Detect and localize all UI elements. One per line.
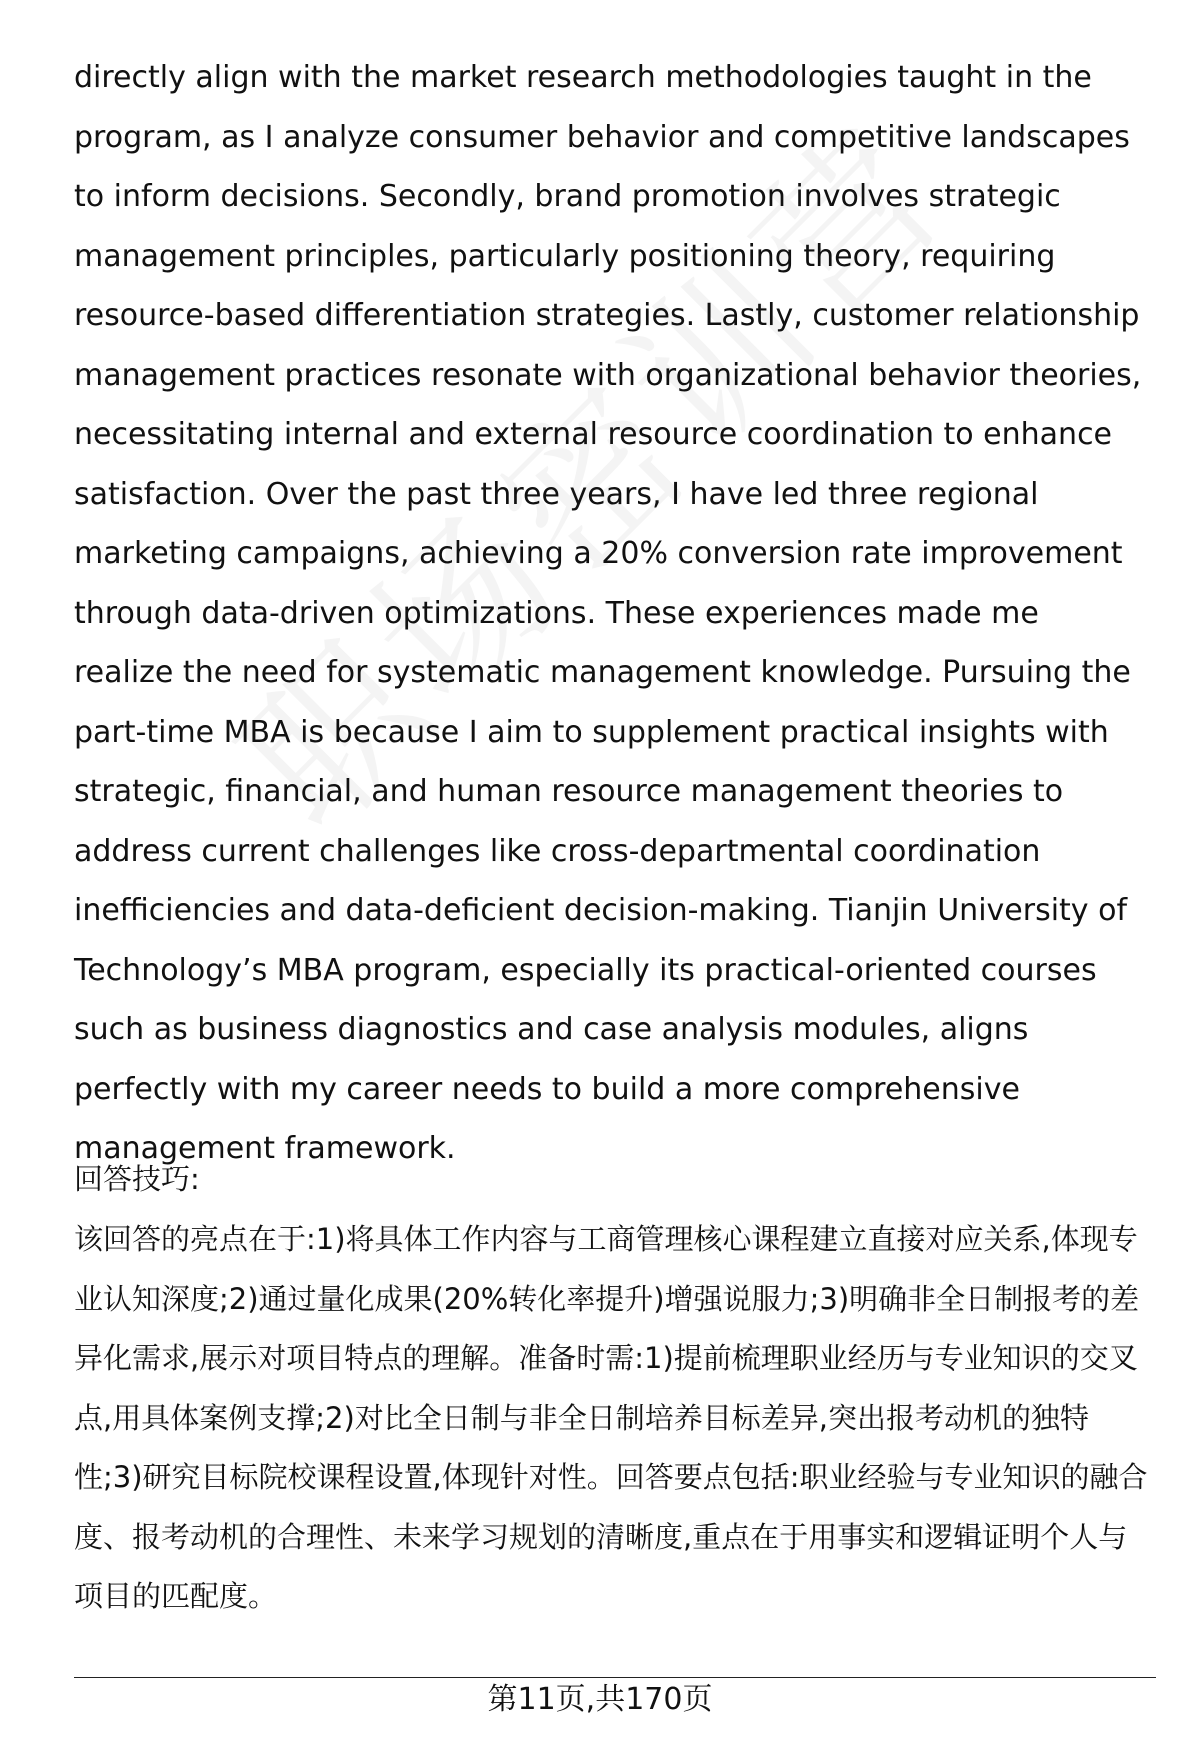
page-number: 第11页,共170页: [487, 1682, 713, 1717]
tips-heading: 回答技巧:: [74, 1162, 200, 1196]
tips-paragraph: 该回答的亮点在于:1)将具体工作内容与工商管理核心课程建立直接对应关系,体现专业认知深度;2)通过量化成果(20%转化率提升)增强说服力;3)明确非全日制报考的差异化需求,展示对项目特点的理解。准备时需:1)提前梳理职业经历与专业知识的交叉点,用具体案例支撑;2)对比全日制与非全日制培养目标差异,突出报考动机的独特性;3)研究目标院校课程设置,体现针对性。回答要点包括:职业经验与专业知识的融合度、报考动机的合理性、未来学习规划的清晰度,重点在于用事实和逻辑证明个人与项目的匹配度。: [74, 1222, 1148, 1613]
footer-divider: [74, 1677, 1156, 1678]
answer-paragraph: directly align with the market research methodologies taught in the program, as I analyze consumer behavior and competitive landscapes to inform decisions. Secondly, brand promotion involves strategic management principles, particularly positioning theory, requiring resource-based differentiation strategies. Lastly, customer relationship management practices resonate with organizational behavior theories, necessitating internal and external resource coordination to enhance satisfaction. Over the past three years, I have led three regional marketing campaigns, achieving a 20% conversion rate improvement through data-driven optimizations. These experiences made me realize the need for systematic management knowledge. Pursuing the part-time MBA is because I aim to supplement practical insights with strategic, financial, and human resource management theories to address current challenges like cross-departmental coordination inefficiencies and data-deficient decision-making. Tianjin University of Technology’s MBA program, especially its practical-oriented courses such as business diagnostics and case analysis modules, aligns perfectly with my career needs to build a more comprehensive management framework.: [74, 60, 1142, 1166]
